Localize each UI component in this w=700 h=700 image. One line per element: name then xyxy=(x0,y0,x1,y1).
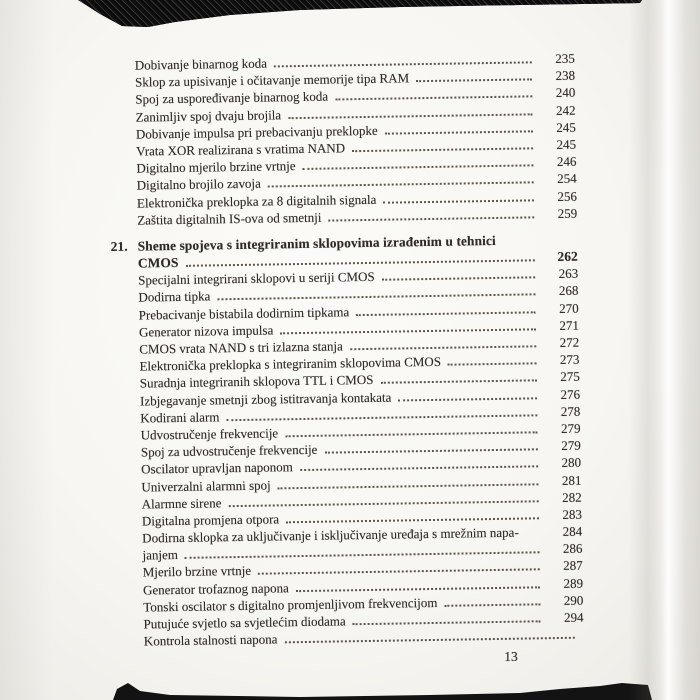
dot-leader xyxy=(286,517,539,523)
dot-leader xyxy=(335,96,532,101)
toc-page-ref: 290 xyxy=(563,592,584,608)
toc-page-ref: 282 xyxy=(562,489,582,505)
toc-page-ref: 245 xyxy=(556,136,577,152)
toc-page-ref: 262 xyxy=(557,248,578,265)
dot-leader xyxy=(324,448,537,453)
toc-entry-title: CMOS xyxy=(137,255,179,271)
toc-page-ref: 246 xyxy=(556,153,577,170)
toc-entry-title: Digitalno brojilo zavoja xyxy=(136,175,262,193)
toc-entry-title: Prebacivanje bistabila dodirnim tipkama xyxy=(138,303,350,323)
dot-leader xyxy=(303,164,534,170)
toc-entry-title: Spoj za udvostručenje frekvencije xyxy=(140,441,318,460)
toc-page-ref: 284 xyxy=(562,523,583,539)
dot-leader xyxy=(280,328,536,334)
book-edge-top-texture xyxy=(0,0,700,30)
toc-page-ref: 278 xyxy=(560,403,581,419)
dot-leader xyxy=(352,147,533,152)
toc-page-ref: 294 xyxy=(563,609,584,625)
toc-entry-title: Dodirna tipka xyxy=(138,288,211,306)
toc-page-ref: 245 xyxy=(556,119,576,135)
dot-leader xyxy=(398,397,537,401)
toc-entry-title: Zanimljiv spoj dvaju brojila xyxy=(135,106,282,125)
toc-entry-title: Kodirani alarm xyxy=(140,409,220,426)
dot-leader xyxy=(300,466,538,472)
toc-page-ref: 268 xyxy=(558,283,579,299)
toc-entry-title: Digitalno mjerilo brzine vrtnje xyxy=(136,158,296,176)
toc-entry-title: Dobivanje binarnog koda xyxy=(134,55,268,73)
toc-entry-title: Elektronička preklopka za 8 digitalnih signala xyxy=(136,191,377,211)
toc-entry-title: Dobivanje impulsa pri prebacivanju preklopke xyxy=(135,122,378,142)
dot-leader xyxy=(229,500,539,507)
toc-page-ref: 276 xyxy=(560,386,581,402)
toc-entry-title: Specijalni integrirani sklopovi u seriji CMOS xyxy=(138,269,375,288)
toc-entry-title: Elektronička preklopka s integriranim sklopovima CMOS xyxy=(139,354,442,374)
dot-leader xyxy=(284,637,574,644)
toc-entry-title: Sklop za upisivanje i očitavanje memorije tipa RAM xyxy=(134,70,410,90)
dot-leader xyxy=(356,311,536,316)
dot-leader xyxy=(383,199,534,203)
dot-leader xyxy=(385,130,533,134)
dot-leader xyxy=(268,182,534,188)
toc-page-ref: 238 xyxy=(555,67,576,84)
toc-entry-title: Suradnja integriranih sklopova TTL i CMOS xyxy=(139,372,374,391)
toc-page-ref: 263 xyxy=(558,265,579,282)
dot-leader xyxy=(288,113,532,119)
toc-page-ref: 289 xyxy=(563,575,584,591)
section-number: 21. xyxy=(110,238,128,254)
toc-entry-title: janjem xyxy=(142,547,179,563)
toc-page-ref: 281 xyxy=(561,472,582,488)
toc-page-ref: 259 xyxy=(557,205,578,221)
dot-leader xyxy=(353,620,541,625)
spacer xyxy=(496,244,578,245)
toc-page-ref: 240 xyxy=(555,85,576,101)
toc-entry-title: CMOS vrata NAND s tri izlazna stanja xyxy=(139,338,343,357)
toc-entry-title: Generator nizova impulsa xyxy=(138,322,274,340)
toc-entry-title: Kontrola stalnosti napona xyxy=(143,631,278,649)
toc-entry-title: Spoj za uspoređivanje binarnog koda xyxy=(135,88,329,107)
dot-leader xyxy=(416,79,532,83)
toc-page-ref: 287 xyxy=(563,558,583,574)
toc-entry-title: Oscilator upravljan naponom xyxy=(141,459,293,477)
toc-page-ref: 242 xyxy=(555,102,576,118)
toc-entry-title: Izbjegavanje smetnji zbog istitravanja kontakata xyxy=(139,389,392,409)
toc-page-ref: 272 xyxy=(559,334,580,350)
toc-page-ref: 286 xyxy=(562,540,583,557)
toc-entry-title: Univerzalni alarmni spoj xyxy=(141,477,271,495)
toc-page-ref: 279 xyxy=(561,437,581,454)
toc-entry-title: Mjerilo brzine vrtnje xyxy=(142,563,252,580)
toc-page-ref: 280 xyxy=(561,454,582,471)
dot-leader xyxy=(328,216,534,221)
toc-entry-title: Digitalna promjena otpora xyxy=(141,511,280,529)
toc-page-ref: 271 xyxy=(559,317,580,333)
page-left-shading xyxy=(0,0,90,700)
toc-entry-title: Tonski oscilator s digitalno promjenljivom frekvencijom xyxy=(143,594,438,615)
dot-leader xyxy=(448,363,537,366)
dot-leader xyxy=(278,483,539,489)
toc-entry-title: Sheme spojeva s integriranim sklopovima izrađenim u tehnici xyxy=(137,232,496,254)
toc-page-ref: 279 xyxy=(560,420,581,436)
toc-page-ref: 275 xyxy=(560,369,580,385)
toc-page-ref: 254 xyxy=(557,170,577,187)
page-number: 13 xyxy=(504,649,518,664)
toc-page-ref: 283 xyxy=(562,506,583,522)
toc-entry-title: Udvostručenje frekvencije xyxy=(140,425,279,443)
dot-leader xyxy=(350,345,536,350)
dot-leader xyxy=(380,380,536,384)
toc-page-ref: 235 xyxy=(555,50,575,66)
dot-leader xyxy=(258,569,540,575)
toc-page-ref: 273 xyxy=(559,351,580,368)
toc-entry-title: Zaštita digitalnih IS-ova od smetnji xyxy=(137,209,322,228)
toc xyxy=(105,50,584,651)
toc-entry-title: Vrata XOR realizirana s vratima NAND xyxy=(136,140,346,159)
toc-entry-title: Alarmne sirene xyxy=(141,494,222,512)
book-edge-bottom xyxy=(0,680,700,700)
toc-entry-title: Generator trofaznog napona xyxy=(142,579,289,598)
dot-leader xyxy=(382,277,535,281)
toc-page-ref: 256 xyxy=(557,188,578,204)
dot-leader xyxy=(296,586,540,592)
dot-leader xyxy=(444,603,540,607)
dot-leader xyxy=(226,414,537,421)
dot-leader xyxy=(274,61,532,67)
dot-leader xyxy=(285,431,537,437)
toc-entry-title: Dodirna sklopka za uključivanje i isključivanje uređaja s mrežnim napa- xyxy=(142,524,519,546)
page-right-edge-shading xyxy=(628,0,700,700)
toc-page-ref: 270 xyxy=(559,300,579,316)
toc-entry-title: Putujuće svjetlo sa svjetlećim diodama xyxy=(143,613,346,632)
